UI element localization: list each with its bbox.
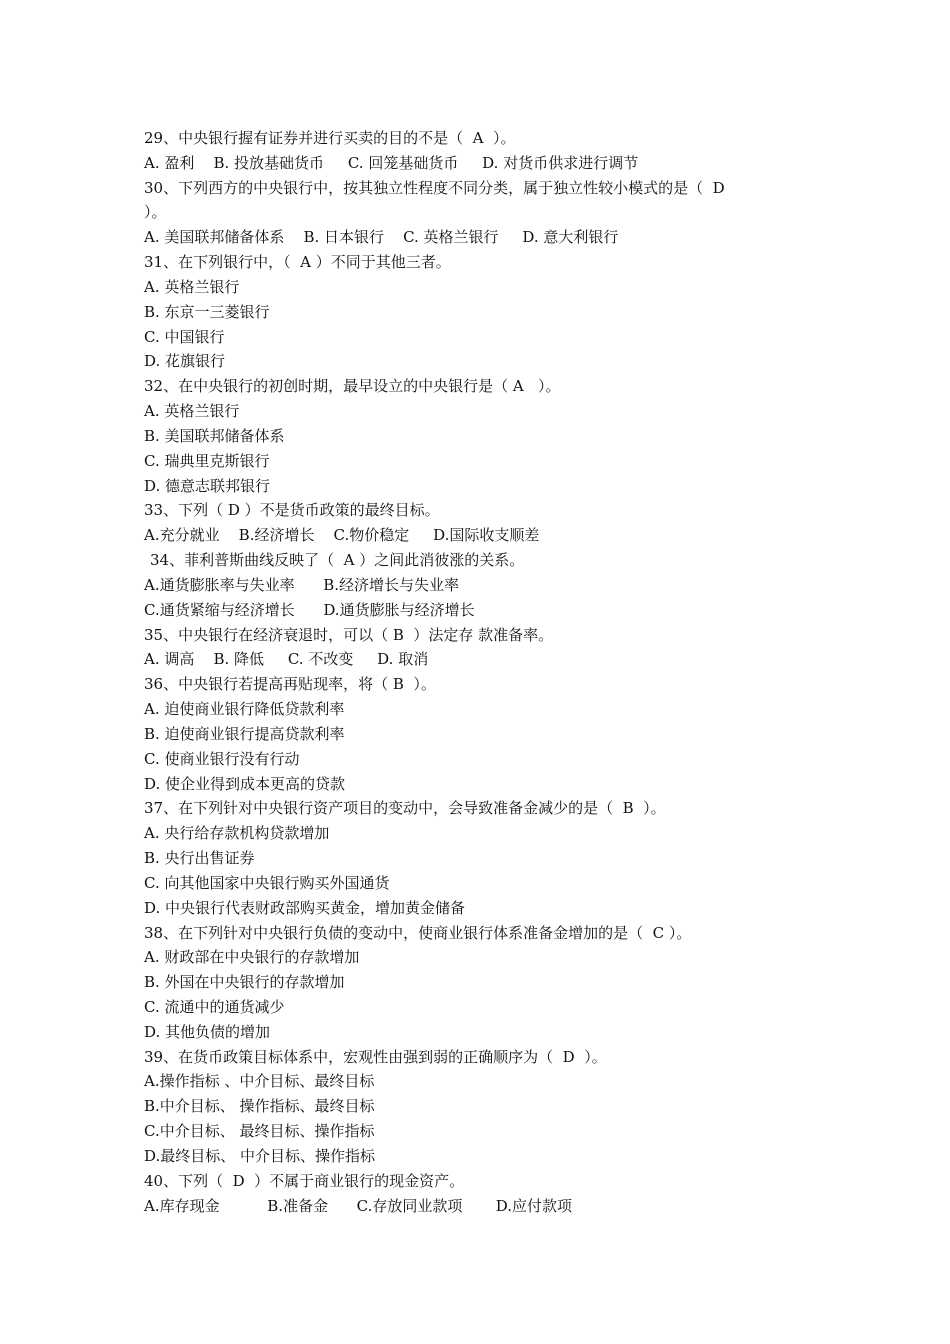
option-37-a: A. 央行给存款机构贷款增加 xyxy=(144,824,330,843)
options-30: A. 美国联邦储备体系 B. 日本银行 C. 英格兰银行 D. 意大利银行 xyxy=(144,228,619,247)
option-32-a: A. 英格兰银行 xyxy=(144,402,240,421)
question-32: 32、在中央银行的初创时期，最早设立的中央银行是（ A ）。 xyxy=(144,377,561,396)
option-31-c: C. 中国银行 xyxy=(144,327,225,346)
option-37-b: B. 央行出售证券 xyxy=(144,849,255,868)
question-35: 35、中央银行在经济衰退时，可以（ B ）法定存 款准备率。 xyxy=(144,625,554,644)
option-31-d: D. 花旗银行 xyxy=(144,352,226,371)
question-30-continued: ）。 xyxy=(144,203,167,222)
option-36-a: A. 迫使商业银行降低贷款利率 xyxy=(144,700,345,719)
question-40: 40、下列（ D ）不属于商业银行的现金资产。 xyxy=(144,1171,465,1190)
option-31-b: B. 东京一三菱银行 xyxy=(144,302,270,321)
question-39: 39、在货币政策目标体系中，宏观性由强到弱的正确顺序为（ D ）。 xyxy=(144,1047,607,1066)
question-29: 29、中央银行握有证券并进行买卖的目的不是（ A ）。 xyxy=(144,129,516,147)
option-37-c: C. 向其他国家中央银行购买外国通货 xyxy=(144,873,390,892)
option-38-b: B. 外国在中央银行的存款增加 xyxy=(144,973,345,992)
question-36: 36、中央银行若提高再贴现率，将（ B ）。 xyxy=(144,675,436,694)
option-38-a: A. 财政部在中央银行的存款增加 xyxy=(144,948,360,967)
option-32-d: D. 德意志联邦银行 xyxy=(144,476,271,495)
option-39-c: C.中介目标、 最终目标、操作指标 xyxy=(144,1122,375,1141)
question-33: 33、下列（ D ）不是货币政策的最终目标。 xyxy=(144,501,440,520)
option-36-b: B. 迫使商业银行提高贷款利率 xyxy=(144,724,345,743)
option-38-d: D. 其他负债的增加 xyxy=(144,1022,271,1041)
options-29: A. 盈利 B. 投放基础货币 C. 回笼基础货币 D. 对货币供求进行调节 xyxy=(144,153,639,172)
question-31: 31、在下列银行中，（ A ）不同于其他三者。 xyxy=(144,253,451,272)
options-33: A.充分就业 B.经济增长 C.物价稳定 D.国际收支顺差 xyxy=(144,526,540,545)
question-30: 30、下列西方的中央银行中，按其独立性程度不同分类，属于独立性较小模式的是（ D xyxy=(144,178,725,197)
question-38: 38、在下列针对中央银行负债的变动中，使商业银行体系准备金增加的是（ C ）。 xyxy=(144,923,692,942)
option-36-c: C. 使商业银行没有行动 xyxy=(144,749,300,768)
question-list xyxy=(144,126,824,1218)
options-34-cd: C.通货紧缩与经济增长 D.通货膨胀与经济增长 xyxy=(144,600,475,619)
option-36-d: D. 使企业得到成本更高的贷款 xyxy=(144,774,346,793)
option-32-c: C. 瑞典里克斯银行 xyxy=(144,451,270,470)
option-39-d: D.最终目标、 中介目标、操作指标 xyxy=(144,1146,376,1165)
question-34: 34、菲利普斯曲线反映了（ A ）之间此消彼涨的关系。 xyxy=(150,551,525,570)
option-32-b: B. 美国联邦储备体系 xyxy=(144,426,285,445)
option-39-a: A.操作指标 、中介目标、最终目标 xyxy=(144,1072,375,1091)
option-31-a: A. 英格兰银行 xyxy=(144,277,240,296)
options-34-ab: A.通货膨胀率与失业率 B.经济增长与失业率 xyxy=(144,575,460,594)
question-37: 37、在下列针对中央银行资产项目的变动中，会导致准备金减少的是（ B ）。 xyxy=(144,799,666,818)
option-38-c: C. 流通中的通货减少 xyxy=(144,997,285,1016)
option-39-b: B.中介目标、 操作指标、最终目标 xyxy=(144,1097,375,1116)
options-35: A. 调高 B. 降低 C. 不改变 D. 取消 xyxy=(144,650,429,669)
option-37-d: D. 中央银行代表财政部购买黄金，增加黄金储备 xyxy=(144,898,466,917)
options-40: A.库存现金 B.准备金 C.存放同业款项 D.应付款项 xyxy=(144,1196,573,1215)
